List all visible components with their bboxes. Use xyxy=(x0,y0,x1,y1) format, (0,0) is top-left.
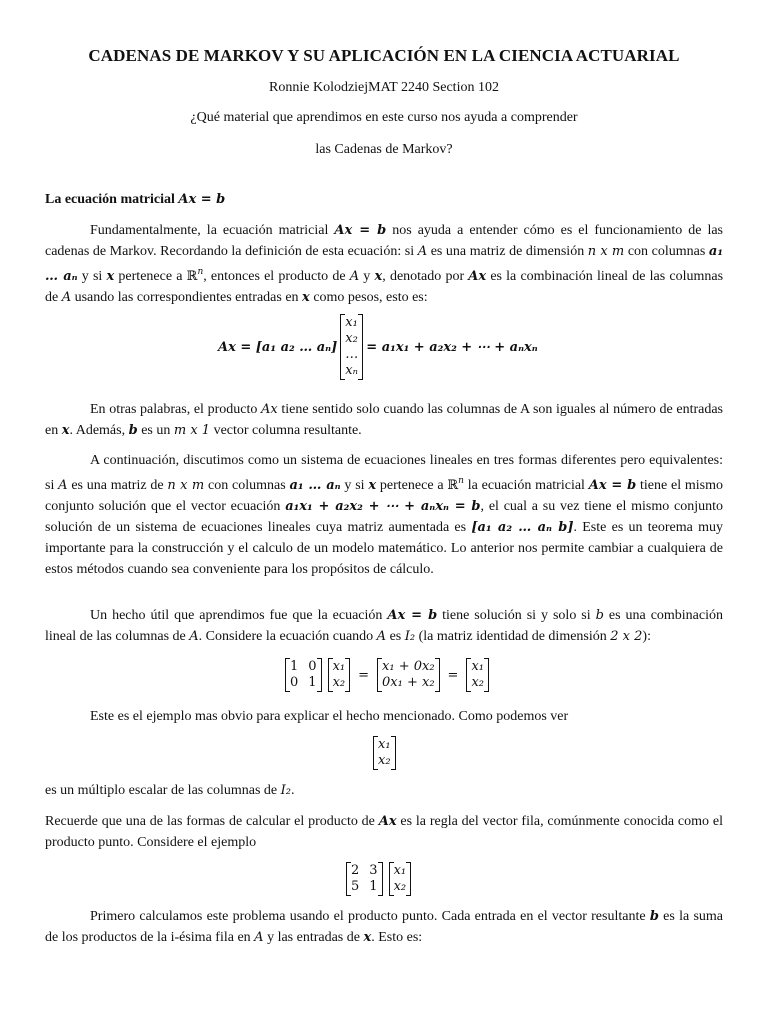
eq3-vector xyxy=(373,736,396,770)
paragraph-7 xyxy=(45,811,723,853)
text-run: 3 xyxy=(369,863,378,878)
text-run: Recuerde que una de las formas de calcular el producto de xyxy=(45,814,379,829)
text-run: x xyxy=(363,930,372,945)
equation-identity xyxy=(282,658,492,692)
question-line-2: las Cadenas de Markov? xyxy=(315,142,453,157)
text-run: Ax = b xyxy=(387,608,438,623)
text-run: (la matriz identidad de dimensión xyxy=(415,629,611,644)
text-run: A xyxy=(417,244,428,259)
text-run: Primero calculamos este problema usando el producto punto. Cada entrada en el vector resultante xyxy=(90,909,650,924)
equation-linear-combination xyxy=(218,314,538,380)
text-run: , entonces el producto de xyxy=(203,269,350,284)
text-run: es la combinación lineal de las columnas de xyxy=(45,269,724,305)
text-run: [a₁ a₂ … aₙ b] xyxy=(471,520,574,535)
text-run: Ax xyxy=(468,269,487,284)
text-run: nos ayuda a entender cómo es el funcionamiento de las cadenas de Markov. Recordando la definición de esta ecuación: si xyxy=(45,223,724,259)
text-run: tiene solución si y solo si xyxy=(437,608,596,623)
text-run: x₂ xyxy=(332,675,346,690)
text-run: . Esto es: xyxy=(371,930,423,945)
text-run: 0 xyxy=(290,675,299,690)
text-run: y xyxy=(359,269,375,284)
example-matrix xyxy=(346,862,383,896)
text-run: 0x₁ + x₂ xyxy=(382,675,435,690)
eq4-vector xyxy=(389,862,412,896)
text-run: 1 xyxy=(290,659,299,674)
paragraph-5: Este es el ejemplo mas obvio para explicar el hecho mencionado. Como podemos ver xyxy=(90,709,569,724)
text-run: A xyxy=(349,269,360,284)
text-run: tiene el mismo conjunto solución que el vector ecuación xyxy=(45,478,724,514)
text-run: I₂ xyxy=(280,783,291,798)
text-run: x₁ xyxy=(345,315,358,330)
text-run: a₁ … aₙ xyxy=(289,478,341,493)
text-run: x₁ xyxy=(378,737,391,752)
text-run: es xyxy=(386,629,405,644)
text-run: es una combinación lineal de las columnas de xyxy=(45,608,724,644)
text-run: x₂ xyxy=(471,675,484,690)
text-run: . Este es un teorema muy importante para la construcción y el calculo de un modelo matemático. Lo anterior nos permite cambiar a cualquiera de estos métodos cuando sea conveniente para los propósitos de cálculo. xyxy=(45,520,724,577)
section-heading-math: Ax = b xyxy=(178,192,226,207)
text-run: vector columna resultante. xyxy=(210,423,362,438)
text-run: Ax xyxy=(378,814,397,829)
text-run: es la suma de los productos de la i-ésima fila en xyxy=(45,909,723,945)
section-heading-text: La ecuación matricial xyxy=(45,192,175,207)
text-run: . xyxy=(290,783,295,798)
eq2-result xyxy=(466,658,489,692)
text-run: con columnas xyxy=(204,478,290,493)
text-run: 1 xyxy=(308,675,317,690)
eq1-vector xyxy=(340,314,363,380)
text-run: . Considere la ecuación cuando xyxy=(198,629,377,644)
text-run: A continuación, discutimos como un sistema de ecuaciones lineales en tres formas diferentes pero equivalentes: si xyxy=(45,453,723,493)
eq1-rhs: = a₁x₁ + a₂x₂ + ⋯ + aₙxₙ xyxy=(366,339,538,355)
text-run: Ax = b xyxy=(588,478,637,493)
document-title: CADENAS DE MARKOV Y SU APLICACIÓN EN LA CIENCIA ACTUARIAL xyxy=(88,46,680,65)
text-run: x xyxy=(302,290,310,305)
text-run: como pesos, esto es: xyxy=(309,290,428,305)
text-run: ℝ xyxy=(447,478,459,493)
text-run: A xyxy=(58,478,68,493)
text-run: m x 1 xyxy=(173,423,211,438)
text-run: usando las correspondientes entradas en xyxy=(71,290,303,305)
text-run: b xyxy=(128,423,138,438)
text-run: x₂ xyxy=(393,879,407,894)
text-run: ℝ xyxy=(186,269,198,284)
text-run: 0 xyxy=(308,659,317,674)
text-run: y si xyxy=(340,478,369,493)
text-run: Un hecho útil que aprendimos fue que la ecuación xyxy=(90,608,388,623)
text-run: es la regla del vector fila, comúnmente conocida como el producto punto. Considere el ejemplo xyxy=(45,814,723,850)
text-run: a₁ … aₙ xyxy=(45,244,724,284)
text-run: n x m xyxy=(587,244,625,259)
text-run: x xyxy=(368,478,377,493)
text-run: I₂ xyxy=(404,629,416,644)
text-run: x xyxy=(106,269,115,284)
eq1-lhs: Ax = [a₁ a₂ … aₙ] xyxy=(218,339,338,355)
eq2-product xyxy=(377,658,440,692)
text-run: es un xyxy=(137,423,174,438)
text-run: y las entradas de xyxy=(263,930,364,945)
text-run: = xyxy=(447,667,459,683)
paragraph-3 xyxy=(45,450,723,580)
text-run: x₂ xyxy=(345,331,358,346)
text-run: x xyxy=(374,269,383,284)
text-run: 2 xyxy=(351,863,360,878)
paragraph-2 xyxy=(45,399,723,441)
text-run: x₁ xyxy=(471,659,484,674)
text-run: A xyxy=(376,629,387,644)
paragraph-6 xyxy=(45,780,723,801)
paragraph-1 xyxy=(45,220,723,308)
text-run: la ecuación matricial xyxy=(463,478,589,493)
text-run: n xyxy=(458,476,464,486)
text-run: En otras palabras, el producto xyxy=(90,402,262,417)
paragraph-8 xyxy=(45,906,723,948)
text-run: tiene sentido solo cuando las columnas de A son iguales al número de entradas en xyxy=(45,402,724,438)
text-run: n x m xyxy=(167,478,205,493)
question-line-1: ¿Qué material que aprendimos en este curso nos ayuda a comprender xyxy=(190,110,578,125)
text-run: x₂ xyxy=(378,753,391,768)
text-run: … xyxy=(345,347,359,362)
text-run: x₁ xyxy=(393,863,407,878)
text-run: . Además, xyxy=(69,423,129,438)
text-run: x₁ + 0x₂ xyxy=(382,659,435,674)
text-run: a₁x₁ + a₂x₂ + ⋯ + aₙxₙ = b xyxy=(285,499,481,514)
text-run: y si xyxy=(77,269,107,284)
text-run: pertenece a xyxy=(376,478,448,493)
paragraph-4 xyxy=(45,605,723,647)
eq2-vector xyxy=(328,658,351,692)
text-run: b xyxy=(595,608,604,623)
text-run: es una matriz de dimensión xyxy=(427,244,588,259)
text-run: pertenece a xyxy=(114,269,187,284)
text-run: = xyxy=(358,667,370,683)
text-run: es un múltiplo escalar de las columnas de xyxy=(45,783,281,798)
author-line: Ronnie KolodziejMAT 2240 Section 102 xyxy=(269,80,499,95)
text-run: con columnas xyxy=(624,244,709,259)
text-run: A xyxy=(61,290,72,305)
text-run: 2 x 2 xyxy=(610,629,643,644)
text-run: Ax = b xyxy=(334,223,387,238)
text-run: , denotado por xyxy=(382,269,469,284)
text-run: A xyxy=(254,930,264,945)
text-run: , el cual a su vez tiene el mismo conjunto solución de un sistema de ecuaciones lineales cuya matriz aumentada es xyxy=(45,499,724,535)
identity-matrix xyxy=(285,658,322,692)
text-run: b xyxy=(649,909,659,924)
text-run: x₁ xyxy=(332,659,346,674)
text-run: 5 xyxy=(351,879,360,894)
text-run: 1 xyxy=(369,879,378,894)
text-run: Ax xyxy=(261,402,278,417)
text-run: A xyxy=(189,629,199,644)
text-run: xₙ xyxy=(345,363,358,378)
equation-vector-x xyxy=(370,736,399,770)
text-run: Fundamentalmente, la ecuación matricial xyxy=(90,223,335,238)
section-heading xyxy=(45,192,225,208)
text-run: n xyxy=(197,267,204,277)
text-run: es una matriz de xyxy=(67,478,168,493)
text-run: x xyxy=(61,423,70,438)
text-run: ): xyxy=(642,629,651,644)
equation-dot-example xyxy=(343,862,414,896)
